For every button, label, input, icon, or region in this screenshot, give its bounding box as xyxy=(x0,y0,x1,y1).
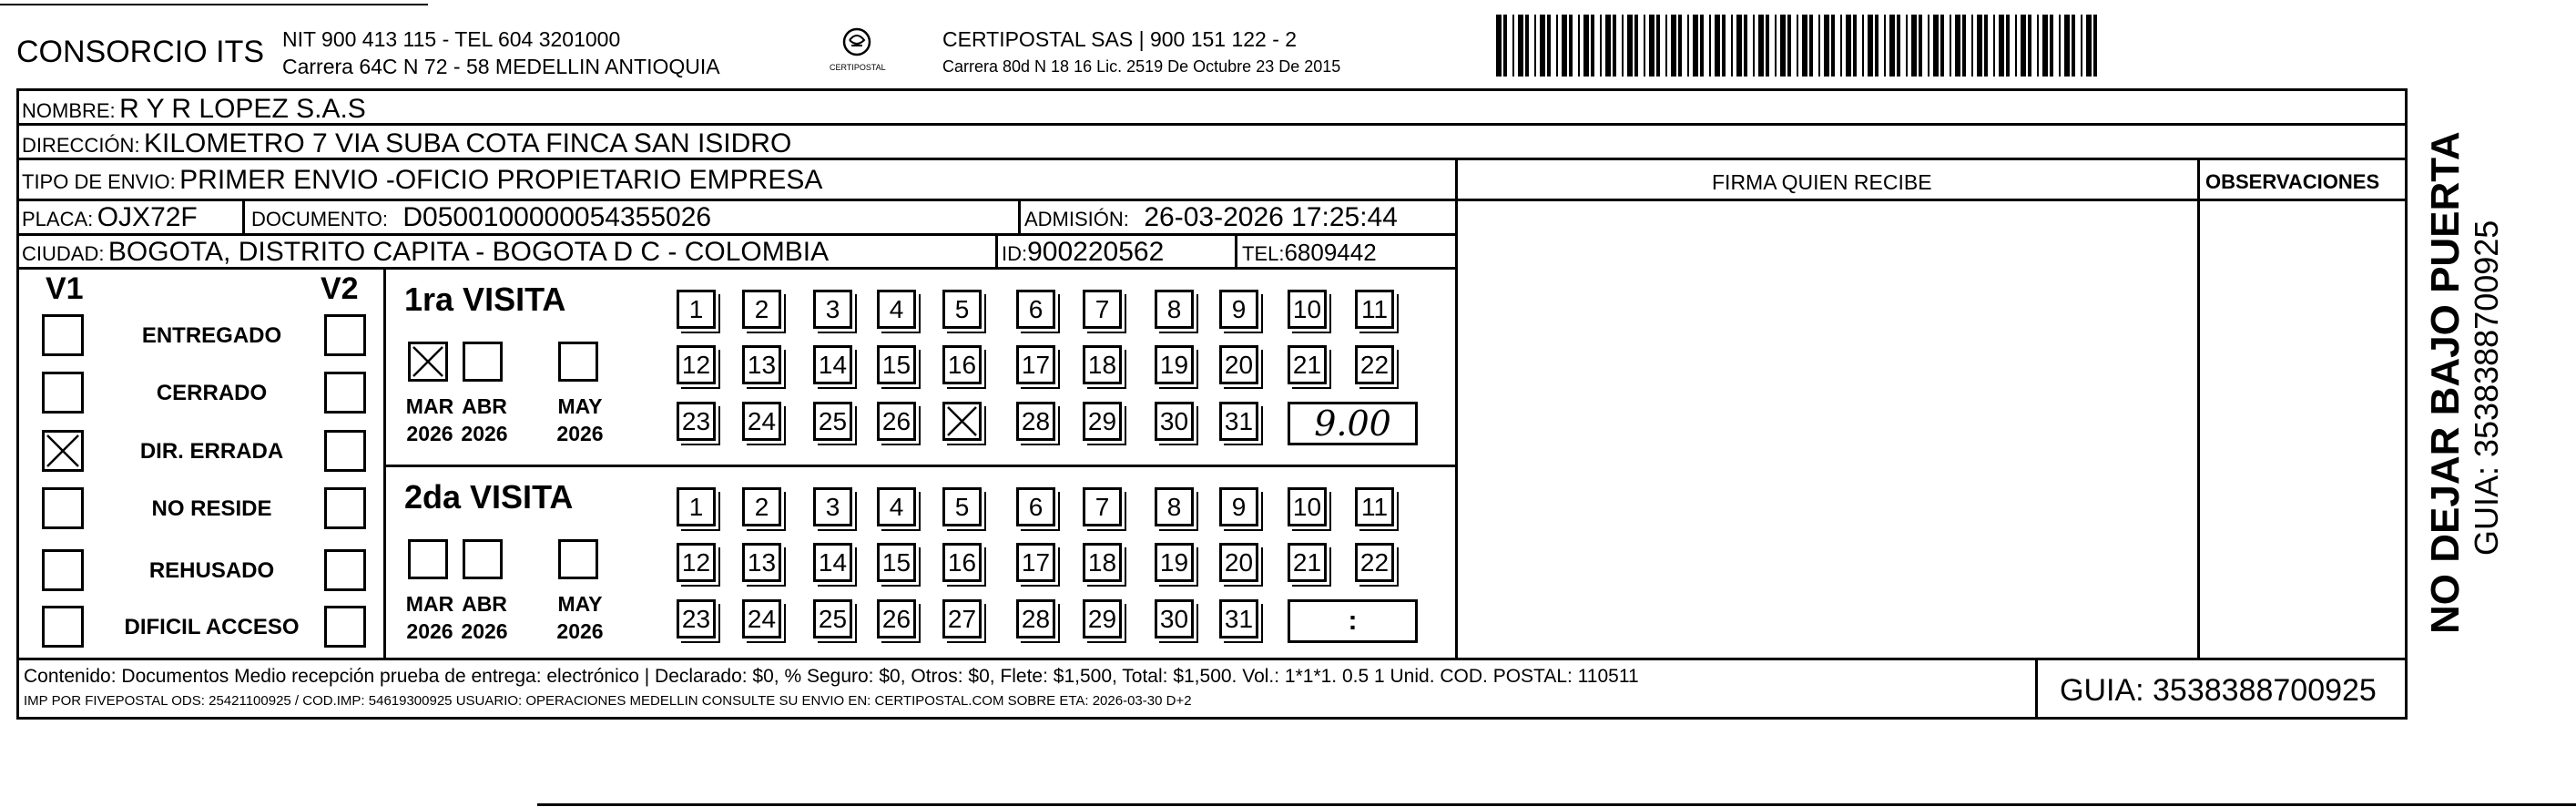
year-label: 2026 xyxy=(556,422,604,445)
day-box[interactable]: 24 xyxy=(742,599,781,638)
day-box[interactable]: 18 xyxy=(1083,543,1122,582)
nombre-value: R Y R LOPEZ S.A.S xyxy=(119,94,366,124)
month-label: MAR xyxy=(405,394,454,418)
v2-checkbox[interactable] xyxy=(324,487,366,529)
day-box[interactable]: 8 xyxy=(1155,487,1194,526)
barcode-bar xyxy=(2042,15,2048,77)
barcode-bar xyxy=(2006,15,2010,77)
month-label: MAY xyxy=(557,592,603,616)
day-box[interactable]: 14 xyxy=(813,543,852,582)
barcode-bar xyxy=(1919,15,1922,77)
day-box[interactable]: 26 xyxy=(877,599,916,638)
day-box[interactable]: 22 xyxy=(1355,543,1394,582)
barcode-bar xyxy=(1731,15,1733,77)
v1-checkbox[interactable] xyxy=(42,606,84,648)
company-nit: NIT 900 413 115 - TEL 604 3201000 xyxy=(282,27,621,51)
year-label: 2026 xyxy=(461,422,508,445)
v2-header: V2 xyxy=(321,271,359,306)
time-box[interactable] xyxy=(1288,402,1418,445)
barcode-bar xyxy=(1897,15,1900,77)
day-box[interactable]: 15 xyxy=(877,345,916,384)
tel-row xyxy=(1242,240,1377,264)
day-box[interactable]: 10 xyxy=(1288,290,1327,329)
barcode-bar xyxy=(1955,15,1960,77)
day-box[interactable]: 1 xyxy=(677,487,716,526)
barcode-bar xyxy=(2059,15,2061,77)
day-box[interactable]: 20 xyxy=(1219,543,1258,582)
barcode-bar xyxy=(1715,15,1720,77)
carrier-name: CERTIPOSTAL SAS | 900 151 122 - 2 xyxy=(942,27,1298,51)
day-box[interactable]: 6 xyxy=(1016,290,1055,329)
top-rule xyxy=(0,4,428,5)
admision-label: ADMISIÓN: xyxy=(1024,208,1129,230)
month-checkbox[interactable] xyxy=(558,342,598,382)
month-label: ABR xyxy=(462,592,507,616)
barcode-bar xyxy=(1962,15,1966,77)
logo-text: CERTIPOSTAL xyxy=(830,63,886,72)
barcode-bar xyxy=(1622,15,1624,77)
barcode-bar xyxy=(1928,15,1929,77)
day-box[interactable]: 9 xyxy=(1219,290,1258,329)
barcode-bar xyxy=(1578,15,1580,77)
year-label: 2026 xyxy=(556,619,604,643)
barcode-bar xyxy=(1525,15,1529,77)
barcode-bar xyxy=(2037,15,2039,77)
barcode-bar xyxy=(1569,15,1573,77)
v2-checkbox[interactable] xyxy=(324,430,366,472)
id-row xyxy=(1002,239,1164,266)
barcode-bar xyxy=(1862,15,1864,77)
barcode-bar xyxy=(1758,15,1764,77)
barcode-bar xyxy=(2086,15,2092,77)
x-mark-icon xyxy=(411,344,445,379)
day-box[interactable]: 12 xyxy=(677,543,716,582)
day-box[interactable]: 2 xyxy=(742,290,781,329)
id-label: ID: xyxy=(1002,242,1028,265)
month-checkbox[interactable] xyxy=(463,342,503,382)
barcode-bar xyxy=(1556,15,1558,77)
footer-imp: IMP POR FIVEPOSTAL ODS: 25421100925 / COD.IMP: 54619300925 USUARIO: OPERACIONES MEDELLIN CONSULTE SU ENVIO EN: CERTIPOSTAL.COM SOBRE ETA: 2026-03-30 D+2 xyxy=(24,693,1192,709)
day-box[interactable]: 30 xyxy=(1155,599,1194,638)
barcode-bar xyxy=(1512,15,1514,77)
carrier-address: Carrera 80d N 18 16 Lic. 2519 De Octubre 23 De 2015 xyxy=(942,57,1341,76)
barcode-bar xyxy=(1687,15,1689,77)
v1-checkbox[interactable] xyxy=(42,314,84,356)
barcode-bar xyxy=(1649,15,1655,77)
barcode-bar xyxy=(1562,15,1567,77)
placa-row xyxy=(22,204,198,231)
company-name: CONSORCIO ITS xyxy=(16,35,265,69)
day-box[interactable]: 12 xyxy=(677,345,716,384)
barcode-bar xyxy=(2072,15,2075,77)
barcode-bar xyxy=(1613,15,1616,77)
year-label: 2026 xyxy=(406,422,453,445)
day-box[interactable]: 6 xyxy=(1016,487,1055,526)
barcode-bar xyxy=(1656,15,1660,77)
year-label: 2026 xyxy=(461,619,508,643)
admision-row xyxy=(1024,204,1398,231)
barcode-bar xyxy=(1971,15,1973,77)
barcode-bar xyxy=(1671,15,1676,77)
barcode-bar xyxy=(1824,15,1829,77)
day-box[interactable]: 7 xyxy=(1083,290,1122,329)
documento-value: D0500100000054355026 xyxy=(402,202,712,232)
nombre-row xyxy=(22,96,366,123)
barcode-bar xyxy=(1802,15,1807,77)
barcode-bar xyxy=(1722,15,1726,77)
barcode-bar xyxy=(1911,15,1917,77)
barcode-bar xyxy=(1993,15,1995,77)
day-box[interactable]: 20 xyxy=(1219,345,1258,384)
time-value: : xyxy=(1348,606,1358,636)
barcode-bar xyxy=(1984,15,1988,77)
barcode-bar xyxy=(1583,15,1589,77)
barcode-bar xyxy=(1809,15,1813,77)
month-label: ABR xyxy=(462,394,507,418)
month-checkbox[interactable] xyxy=(558,539,598,579)
barcode-bar xyxy=(1665,15,1667,77)
barcode-bar xyxy=(1547,15,1551,77)
barcode-bar xyxy=(2064,15,2070,77)
bottom-rule xyxy=(537,803,2576,806)
barcode-bar xyxy=(1753,15,1755,77)
status-label: REHUSADO xyxy=(148,558,275,583)
placa-value: OJX72F xyxy=(97,202,198,232)
status-label: NO RESIDE xyxy=(151,496,272,521)
nombre-label: NOMBRE: xyxy=(22,99,116,122)
barcode-bar xyxy=(1977,15,1982,77)
barcode-bar xyxy=(1540,15,1545,77)
month-checkbox[interactable] xyxy=(408,539,448,579)
barcode-bar xyxy=(1875,15,1879,77)
barcode-bar xyxy=(2015,15,2017,77)
firma-header: FIRMA QUIEN RECIBE xyxy=(1712,170,1932,194)
direccion-row xyxy=(22,130,791,158)
day-box[interactable]: 11 xyxy=(1355,290,1394,329)
tipo-label: TIPO DE ENVIO: xyxy=(22,170,176,193)
side-guia: GUIA: 3538388700925 xyxy=(2468,220,2505,556)
day-box[interactable]: 14 xyxy=(813,345,852,384)
v1-header: V1 xyxy=(46,271,84,306)
time-box[interactable] xyxy=(1288,599,1418,643)
day-box[interactable]: 25 xyxy=(813,599,852,638)
barcode-bar xyxy=(1766,15,1769,77)
day-box[interactable]: 23 xyxy=(677,599,716,638)
v1-checkbox[interactable] xyxy=(42,372,84,414)
day-box[interactable]: 27 xyxy=(942,599,982,638)
barcode-bar xyxy=(1503,15,1507,77)
v1-checkbox[interactable] xyxy=(42,430,84,472)
day-box[interactable]: 23 xyxy=(677,402,716,441)
barcode-bar xyxy=(1950,15,1951,77)
side-warning: NO DEJAR BAJO PUERTA xyxy=(2423,131,2468,634)
barcode-bar xyxy=(1709,15,1711,77)
day-box[interactable]: 26 xyxy=(877,402,916,441)
footer-guia: GUIA: 3538388700925 xyxy=(2060,673,2377,708)
tipo-row xyxy=(22,167,822,194)
day-box[interactable]: 4 xyxy=(877,290,916,329)
day-box[interactable]: 9 xyxy=(1219,487,1258,526)
footer-contenido: Contenido: Documentos Medio recepción prueba de entrega: electrónico | Declarado: $0, % Seguro: $0, Otros: $0, Flete: $1,500, Total: $1,500. Vol.: 1*1*1. 0.5 1 Unid. COD. POSTAL: 110511 xyxy=(24,666,1639,687)
visit-title: 1ra VISITA xyxy=(404,281,566,318)
month-label: MAR xyxy=(405,592,454,616)
day-box[interactable]: 5 xyxy=(942,487,982,526)
visit-title: 2da VISITA xyxy=(404,478,574,516)
ciudad-row xyxy=(22,239,829,266)
barcode-bar xyxy=(2050,15,2053,77)
day-box[interactable]: 4 xyxy=(877,487,916,526)
day-box[interactable]: 17 xyxy=(1016,543,1055,582)
v2-checkbox[interactable] xyxy=(324,372,366,414)
status-label: DIFICIL ACCESO xyxy=(124,615,300,639)
barcode-bar xyxy=(1534,15,1536,77)
status-label: DIR. ERRADA xyxy=(139,439,284,464)
day-box[interactable]: 5 xyxy=(942,290,982,329)
barcode-bar xyxy=(1831,15,1835,77)
day-box[interactable]: 18 xyxy=(1083,345,1122,384)
day-box[interactable]: 17 xyxy=(1016,345,1055,384)
barcode-bar xyxy=(1884,15,1886,77)
day-box[interactable]: 28 xyxy=(1016,402,1055,441)
day-box[interactable]: 28 xyxy=(1016,599,1055,638)
barcode-bar xyxy=(1940,15,1944,77)
barcode-bar xyxy=(1889,15,1895,77)
barcode-bar xyxy=(1853,15,1857,77)
day-box[interactable]: 13 xyxy=(742,345,781,384)
barcode-bar xyxy=(1644,15,1645,77)
direccion-value: KILOMETRO 7 VIA SUBA COTA FINCA SAN ISIDRO xyxy=(144,128,792,158)
day-box[interactable]: 3 xyxy=(813,290,852,329)
certipostal-logo-icon xyxy=(824,24,888,78)
barcode-bar xyxy=(1496,15,1502,77)
month-checkbox[interactable] xyxy=(463,539,503,579)
barcode-bar xyxy=(1700,15,1704,77)
barcode-bar xyxy=(1906,15,1908,77)
v1-checkbox[interactable] xyxy=(42,487,84,529)
company-address: Carrera 64C N 72 - 58 MEDELLIN ANTIOQUIA xyxy=(282,55,720,78)
barcode-bar xyxy=(2093,15,2097,77)
documento-row xyxy=(251,204,711,231)
v2-checkbox[interactable] xyxy=(324,549,366,591)
day-box[interactable]: 22 xyxy=(1355,345,1394,384)
barcode-bar xyxy=(1818,15,1820,77)
day-box[interactable]: 16 xyxy=(942,543,982,582)
barcode-bar xyxy=(1634,15,1638,77)
barcode-bar xyxy=(1999,15,2004,77)
day-box[interactable]: 13 xyxy=(742,543,781,582)
day-box[interactable]: 19 xyxy=(1155,543,1194,582)
direccion-label: DIRECCIÓN: xyxy=(22,134,140,157)
day-box[interactable]: 31 xyxy=(1219,402,1258,441)
barcode-bar xyxy=(1797,15,1798,77)
barcode-bar xyxy=(1518,15,1523,77)
day-box[interactable]: 31 xyxy=(1219,599,1258,638)
barcode-bar xyxy=(1787,15,1791,77)
day-box[interactable]: 19 xyxy=(1155,345,1194,384)
barcode-bar xyxy=(1693,15,1698,77)
barcode-bar xyxy=(1775,15,1777,77)
ciudad-value: BOGOTA, DISTRITO CAPITA - BOGOTA D C - COLOMBIA xyxy=(107,237,830,267)
barcode-bar xyxy=(1600,15,1602,77)
barcode-bar xyxy=(1933,15,1939,77)
v1-checkbox[interactable] xyxy=(42,549,84,591)
day-box[interactable]: 8 xyxy=(1155,290,1194,329)
barcode-bar xyxy=(1868,15,1873,77)
barcode-bar xyxy=(2028,15,2031,77)
day-box[interactable]: 1 xyxy=(677,290,716,329)
documento-label: DOCUMENTO: xyxy=(251,208,388,230)
status-label: CERRADO xyxy=(156,381,268,405)
barcode-bar xyxy=(1780,15,1786,77)
day-box[interactable]: 2 xyxy=(742,487,781,526)
id-value: 900220562 xyxy=(1027,237,1165,267)
day-box[interactable]: 10 xyxy=(1288,487,1327,526)
barcode-bar xyxy=(2081,15,2082,77)
day-box[interactable]: 21 xyxy=(1288,345,1327,384)
day-box[interactable]: 25 xyxy=(813,402,852,441)
time-value: 9.00 xyxy=(1314,404,1391,444)
v2-checkbox[interactable] xyxy=(324,606,366,648)
tipo-value: PRIMER ENVIO -OFICIO PROPIETARIO EMPRESA xyxy=(179,165,823,195)
barcode-bar xyxy=(1736,15,1742,77)
v2-checkbox[interactable] xyxy=(324,314,366,356)
tel-label: TEL: xyxy=(1242,242,1285,265)
status-label: ENTREGADO xyxy=(141,323,282,348)
barcode-bar xyxy=(1605,15,1611,77)
month-label: MAY xyxy=(557,394,603,418)
tel-value: 6809442 xyxy=(1284,239,1377,266)
day-box[interactable] xyxy=(942,402,982,441)
year-label: 2026 xyxy=(406,619,453,643)
day-box[interactable]: 21 xyxy=(1288,543,1327,582)
day-box[interactable]: 29 xyxy=(1083,402,1122,441)
barcode-bar xyxy=(1840,15,1842,77)
barcode-bar xyxy=(1846,15,1851,77)
day-box[interactable]: 30 xyxy=(1155,402,1194,441)
day-box[interactable]: 3 xyxy=(813,487,852,526)
barcode xyxy=(1496,15,2104,77)
day-box[interactable]: 16 xyxy=(942,345,982,384)
observaciones-header: OBSERVACIONES xyxy=(2205,170,2380,193)
barcode-bar xyxy=(2021,15,2026,77)
day-box[interactable]: 11 xyxy=(1355,487,1394,526)
ciudad-label: CIUDAD: xyxy=(22,242,105,265)
barcode-bar xyxy=(1744,15,1747,77)
day-box[interactable]: 7 xyxy=(1083,487,1122,526)
day-box[interactable]: 24 xyxy=(742,402,781,441)
admision-value: 26-03-2026 17:25:44 xyxy=(1144,202,1398,232)
placa-label: PLACA: xyxy=(22,208,94,230)
day-box[interactable]: 15 xyxy=(877,543,916,582)
barcode-bar xyxy=(1627,15,1633,77)
barcode-bar xyxy=(1591,15,1594,77)
month-checkbox[interactable] xyxy=(408,342,448,382)
day-box[interactable]: 29 xyxy=(1083,599,1122,638)
x-mark-icon xyxy=(45,433,81,469)
barcode-bar xyxy=(1678,15,1682,77)
